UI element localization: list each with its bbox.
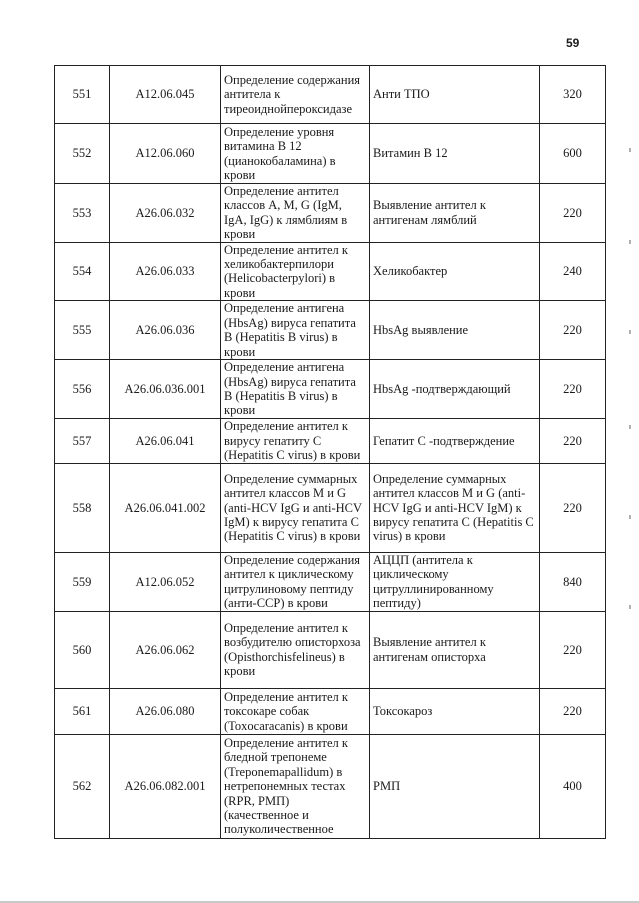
scan-mark: [629, 148, 631, 152]
service-name: Определение суммарных антител классов М и G (anti-HCV IgG и anti-HCV IgM) к вирусу гепатита С (Hepatitis C virus) в крови: [370, 463, 540, 552]
service-code: A12.06.045: [110, 66, 221, 124]
service-description: Определение содержания антитела к тиреоиднойпероксидазе: [221, 66, 370, 124]
scan-mark: [629, 240, 631, 244]
service-description: Определение антител к вирусу гепатиту С (Hepatitis C virus) в крови: [221, 418, 370, 463]
service-description: Определение антител классов A, M, G (IgM, IgA, IgG) к лямблиям в крови: [221, 184, 370, 243]
table-row: [55, 734, 606, 838]
scan-mark: [629, 330, 631, 334]
service-code: A26.06.041.002: [110, 463, 221, 552]
service-name: HbsAg выявление: [370, 301, 540, 360]
table-row: [55, 463, 606, 552]
service-name: Выявление антител к антигенам лямблий: [370, 184, 540, 243]
service-description: Определение антител к хеликобактерпилори (Helicobacterpylori) в крови: [221, 242, 370, 301]
row-number: 552: [55, 124, 110, 184]
table-row: [55, 688, 606, 734]
service-code: A26.06.036.001: [110, 360, 221, 419]
row-number: 558: [55, 463, 110, 552]
table-row: [55, 184, 606, 243]
service-code: A26.06.032: [110, 184, 221, 243]
service-price: 840: [540, 552, 606, 611]
service-code: A26.06.033: [110, 242, 221, 301]
row-number: 556: [55, 360, 110, 419]
service-name: РМП: [370, 734, 540, 838]
row-number: 557: [55, 418, 110, 463]
service-name: Гепатит С -подтверждение: [370, 418, 540, 463]
service-name: Выявление антител к антигенам описторха: [370, 611, 540, 688]
row-number: 553: [55, 184, 110, 243]
row-number: 559: [55, 552, 110, 611]
scan-mark: [629, 605, 631, 609]
row-number: 555: [55, 301, 110, 360]
service-description: Определение суммарных антител классов М и G (anti-HCV IgG и anti-HCV IgM) к вирусу гепатита С (Hepatitis C virus) в крови: [221, 463, 370, 552]
row-number: 560: [55, 611, 110, 688]
service-name: АЦЦП (антитела к циклическому цитруллинированному пептиду): [370, 552, 540, 611]
table-row: [55, 124, 606, 184]
service-price: 240: [540, 242, 606, 301]
service-code: A26.06.080: [110, 688, 221, 734]
service-description: Определение антител к бледной трепонеме (Treponemapallidum) в нетрепонемных тестах (RPR, РМП) (качественное и полуколичественное: [221, 734, 370, 838]
table-row: [55, 301, 606, 360]
service-description: Определение антигена (HbsAg) вируса гепатита В (Hepatitis B virus) в крови: [221, 301, 370, 360]
service-price: 220: [540, 301, 606, 360]
scan-mark: [629, 425, 631, 429]
service-code: A26.06.082.001: [110, 734, 221, 838]
service-price: 400: [540, 734, 606, 838]
row-number: 562: [55, 734, 110, 838]
service-name: Хеликобактер: [370, 242, 540, 301]
table-row: [55, 611, 606, 688]
page-number: 59: [566, 36, 580, 50]
service-name: Анти ТПО: [370, 66, 540, 124]
service-price: 220: [540, 463, 606, 552]
table-row: [55, 242, 606, 301]
service-description: Определение антител к возбудителю описторхоза (Opisthorchisfelineus) в крови: [221, 611, 370, 688]
service-code: A26.06.041: [110, 418, 221, 463]
row-number: 561: [55, 688, 110, 734]
service-price: 220: [540, 688, 606, 734]
scan-mark: [629, 515, 631, 519]
service-price: 220: [540, 184, 606, 243]
service-price: 220: [540, 611, 606, 688]
service-code: A12.06.060: [110, 124, 221, 184]
row-number: 551: [55, 66, 110, 124]
table-row: [55, 552, 606, 611]
service-description: Определение антигена (HbsAg) вируса гепатита В (Hepatitis B virus) в крови: [221, 360, 370, 419]
service-code: A26.06.036: [110, 301, 221, 360]
table-row: [55, 418, 606, 463]
service-description: Определение содержания антител к циклическому цитрулиновому пептиду (анти-ССР) в крови: [221, 552, 370, 611]
service-description: Определение антител к токсокаре собак (Toxocaracanis) в крови: [221, 688, 370, 734]
service-price: 600: [540, 124, 606, 184]
service-name: Витамин В 12: [370, 124, 540, 184]
service-description: Определение уровня витамина В 12 (цианокобаламина) в крови: [221, 124, 370, 184]
table-row: [55, 66, 606, 124]
service-name: Токсокароз: [370, 688, 540, 734]
service-code: A12.06.052: [110, 552, 221, 611]
table-row: [55, 360, 606, 419]
price-table: [54, 65, 606, 839]
service-price: 320: [540, 66, 606, 124]
service-price: 220: [540, 418, 606, 463]
service-name: HbsAg -подтверждающий: [370, 360, 540, 419]
service-price: 220: [540, 360, 606, 419]
row-number: 554: [55, 242, 110, 301]
service-code: A26.06.062: [110, 611, 221, 688]
